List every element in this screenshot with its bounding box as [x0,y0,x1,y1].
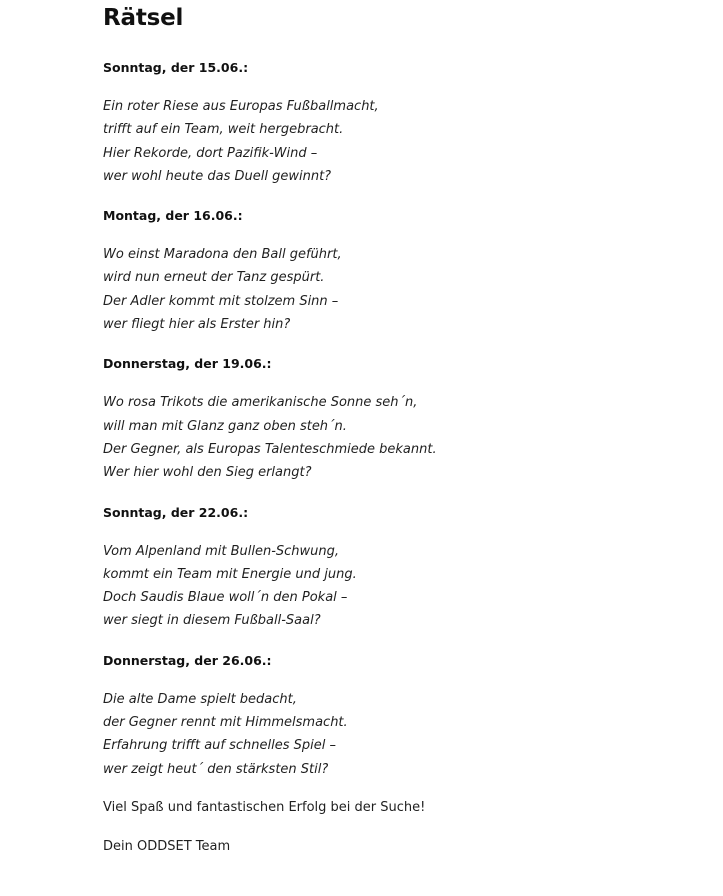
poem-line: wer wohl heute das Duell gewinnt? [103,168,332,184]
poem-line: Doch Saudis Blaue woll´n den Pokal – [103,590,348,606]
riddle-poem [103,391,703,484]
poem-line: Vom Alpenland mit Bullen-Schwung, [103,543,340,559]
article-content [103,0,703,856]
riddle-poem [103,540,703,633]
poem-line: Der Adler kommt mit stolzem Sinn – [103,293,339,309]
riddle-poem [103,95,703,188]
riddle-date-heading: Donnerstag, der 19.06.: [103,356,272,372]
riddle-poem [103,688,703,781]
closing-message: Viel Spaß und fantastischen Erfolg bei der Suche! [103,799,426,815]
poem-line: Die alte Dame spielt bedacht, [103,691,297,707]
poem-line: wer zeigt heut´ den stärksten Stil? [103,761,329,777]
poem-line: Wo einst Maradona den Ball geführt, [103,247,342,263]
poem-line: kommt ein Team mit Energie und jung. [103,566,357,582]
poem-line: Der Gegner, als Europas Talenteschmiede bekannt. [103,441,437,457]
riddle-poem [103,243,703,336]
riddle-date-heading: Sonntag, der 15.06.: [103,60,249,75]
riddle-date-heading: Donnerstag, der 26.06.: [103,652,272,668]
poem-line: Erfahrung trifft auf schnelles Spiel – [103,738,337,754]
poem-line: wer fliegt hier als Erster hin? [103,317,291,333]
poem-line: Ein roter Riese aus Europas Fußballmacht, [103,99,379,114]
poem-line: trifft auf ein Team, weit hergebracht. [103,122,344,138]
poem-line: der Gegner rennt mit Himmelsmacht. [103,715,348,731]
poem-line: wird nun erneut der Tanz gespürt. [103,270,325,286]
poem-line: Hier Rekorde, dort Pazifik-Wind – [103,145,318,161]
page-title: Rätsel [103,5,184,31]
poem-line: Wo rosa Trikots die amerikanische Sonne seh´n, [103,395,418,411]
poem-line: Wer hier wohl den Sieg erlangt? [103,465,312,481]
poem-line: will man mit Glanz ganz oben steh´n. [103,418,347,434]
riddle-date-heading: Sonntag, der 22.06.: [103,504,249,520]
riddle-date-heading: Montag, der 16.06.: [103,208,243,224]
poem-line: wer siegt in diesem Fußball-Saal? [103,613,321,629]
signature: Dein ODDSET Team [103,838,231,854]
